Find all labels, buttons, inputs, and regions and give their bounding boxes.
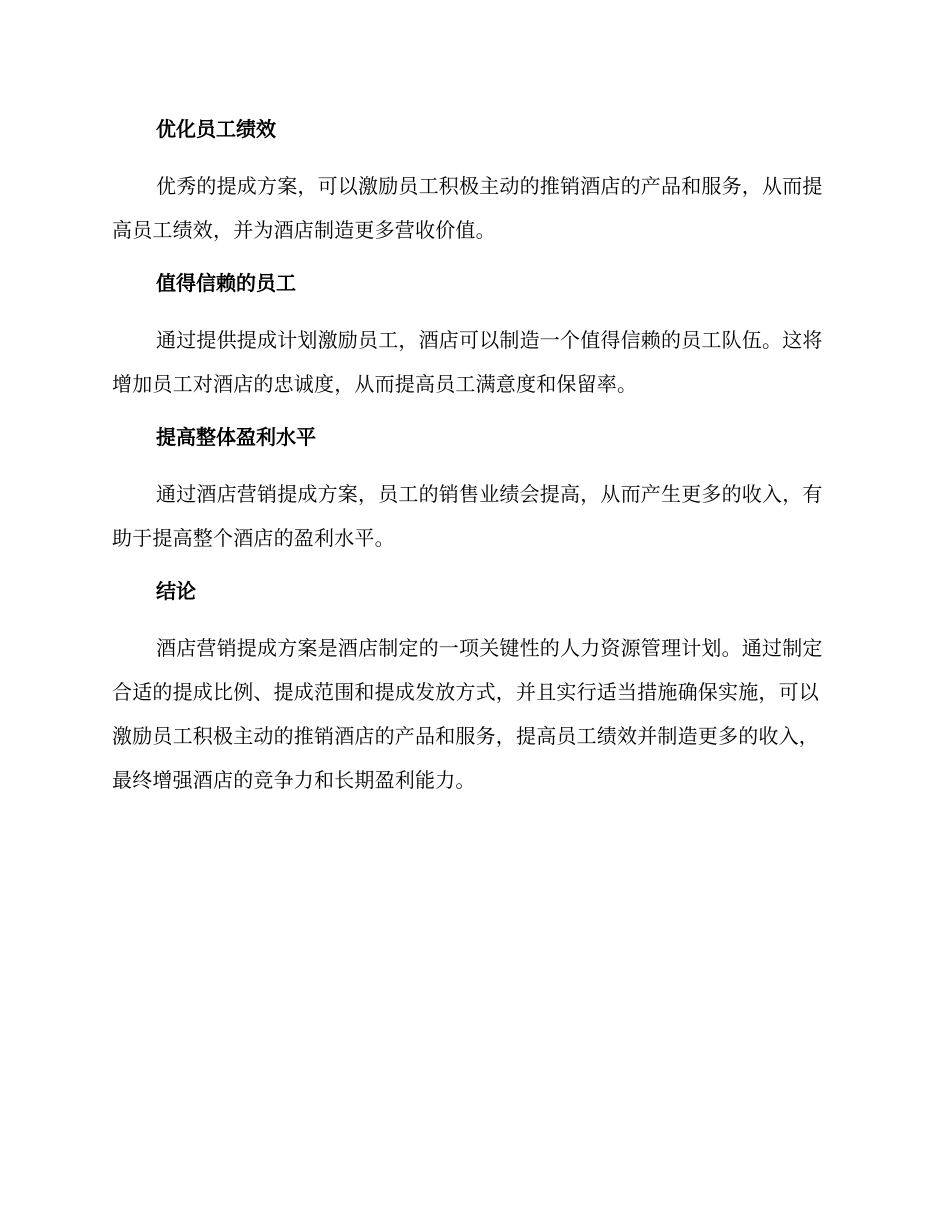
document-page: [112, 110, 832, 802]
section-paragraph: 通过提供提成计划激励员工，酒店可以制造一个值得信赖的员工队伍。这将增加员工对酒店的忠诚度，从而提高员工满意度和保留率。: [112, 328, 823, 396]
section-conclusion: [112, 572, 832, 802]
section-trustworthy-employees: [112, 264, 832, 418]
section-heading: 优化员工绩效: [156, 117, 276, 141]
section-heading: 值得信赖的员工: [156, 271, 296, 295]
section-paragraph: 通过酒店营销提成方案，员工的销售业绩会提高，从而产生更多的收入，有助于提高整个酒店的盈利水平。: [112, 482, 823, 550]
section-paragraph: 优秀的提成方案，可以激励员工积极主动的推销酒店的产品和服务，从而提高员工绩效，并为酒店制造更多营收价值。: [112, 174, 823, 242]
section-heading: 结论: [156, 579, 196, 603]
section-employee-performance: [112, 110, 832, 264]
section-paragraph: 酒店营销提成方案是酒店制定的一项关键性的人力资源管理计划。通过制定合适的提成比例、提成范围和提成发放方式，并且实行适当措施确保实施，可以激励员工积极主动的推销酒店的产品和服务，提高员工绩效并制造更多的收入，最终增强酒店的竞争力和长期盈利能力。: [112, 636, 823, 792]
section-heading: 提高整体盈利水平: [156, 425, 316, 449]
section-overall-profitability: [112, 418, 832, 572]
